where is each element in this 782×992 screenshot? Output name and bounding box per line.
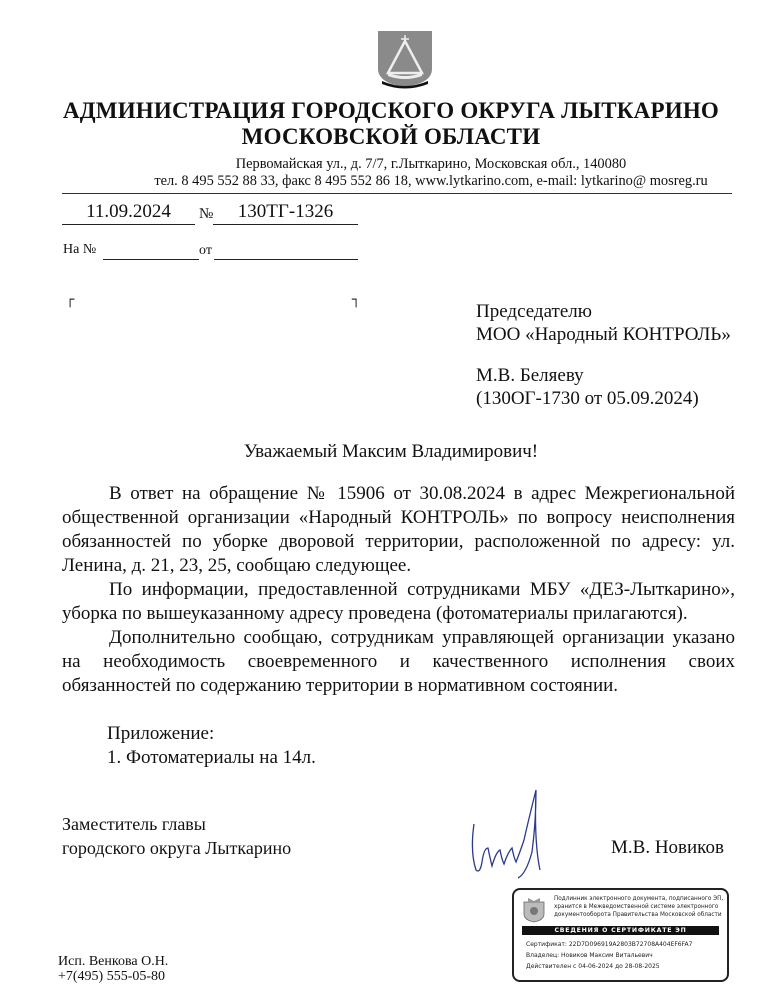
certificate-validity: Действителен с 04-06-2024 до 28-08-2025: [526, 963, 660, 970]
stamp-title: СВЕДЕНИЯ О СЕРТИФИКАТЕ ЭП: [522, 926, 719, 935]
recipient-name: М.В. Беляеву: [476, 365, 584, 386]
city-coat-of-arms-icon: [376, 29, 434, 89]
reference-date-blank: [214, 246, 358, 260]
signer-position: [62, 812, 291, 860]
attachment-title: Приложение:: [107, 723, 215, 744]
organization-address: Первомайская ул., д. 7/7, г.Лыткарино, Московская обл., 140080: [235, 156, 627, 172]
signer-name: М.В. Новиков: [611, 837, 724, 858]
organization-contacts: тел. 8 495 552 88 33, факс 8 495 552 86 18, www.lytkarino.com, e-mail: lytkarino@ mosreg.ru: [154, 173, 708, 189]
number-sign: №: [199, 206, 214, 222]
organization-title: АДМИНИСТРАЦИЯ ГОРОДСКОГО ОКРУГА ЛЫТКАРИНО: [62, 98, 720, 123]
address-corner-left-icon: ┌: [66, 292, 75, 308]
executor-block: [58, 954, 168, 984]
certificate-owner: Владелец: Новиков Максим Витальевич: [526, 952, 653, 959]
reference-from-label: от: [199, 243, 212, 258]
attachment-item: 1. Фотоматериалы на 14л.: [107, 747, 316, 768]
reference-number-blank: [103, 246, 199, 260]
address-corner-right-icon: ┐: [352, 292, 361, 308]
recipient-organization: МОО «Народный КОНТРОЛЬ»: [476, 324, 731, 345]
header-divider: [62, 193, 732, 194]
e-signature-stamp: [512, 888, 729, 982]
paragraph-1: В ответ на обращение № 15906 от 30.08.2024 в адрес Межрегиональной общественной организации «Народный КОНТРОЛЬ» по вопросу неисполнения обязанностей по уборке дворовой территории, расположенной по адресу: ул. Ленина, д. 21, 23, 25, сообщаю следующее.: [62, 483, 735, 576]
organization-region: МОСКОВСКОЙ ОБЛАСТИ: [241, 124, 541, 149]
certificate-serial: Сертификат: 22D7D096919A2803B72708A404EF6FA7: [526, 941, 693, 948]
signer-position-line2: городского округа Лыткарино: [62, 838, 292, 858]
stamp-intro: Подлинник электронного документа, подписанного ЭП, хранится в Межведомственной системе электронного документооборота Правительства Московской области: [554, 896, 724, 918]
moscow-region-emblem-icon: [522, 896, 546, 923]
document-number: 130ТГ-1326: [213, 200, 358, 225]
document-date: 11.09.2024: [62, 200, 195, 225]
executor-name: Исп. Венкова О.Н.: [58, 954, 169, 969]
reference-number-label: На №: [63, 242, 97, 257]
paragraph-3: Дополнительно сообщаю, сотрудникам управляющей организации указано на необходимость своевременного и качественного исполнения своих обязанностей по содержанию территории в нормативном состоянии.: [62, 627, 735, 696]
recipient-reference: (130ОГ-1730 от 05.09.2024): [476, 388, 699, 409]
executor-phone: +7(495) 555-05-80: [58, 969, 166, 984]
signer-position-line1: Заместитель главы: [62, 814, 206, 834]
greeting: Уважаемый Максим Владимирович!: [243, 441, 539, 462]
handwritten-signature-icon: [460, 782, 560, 882]
recipient-title: Председателю: [476, 301, 592, 322]
paragraph-2: По информации, предоставленной сотрудниками МБУ «ДЕЗ-Лыткарино», уборка по вышеуказанному адресу проведена (фотоматериалы прилагаются).: [62, 579, 735, 624]
recipient-block: [476, 300, 731, 410]
